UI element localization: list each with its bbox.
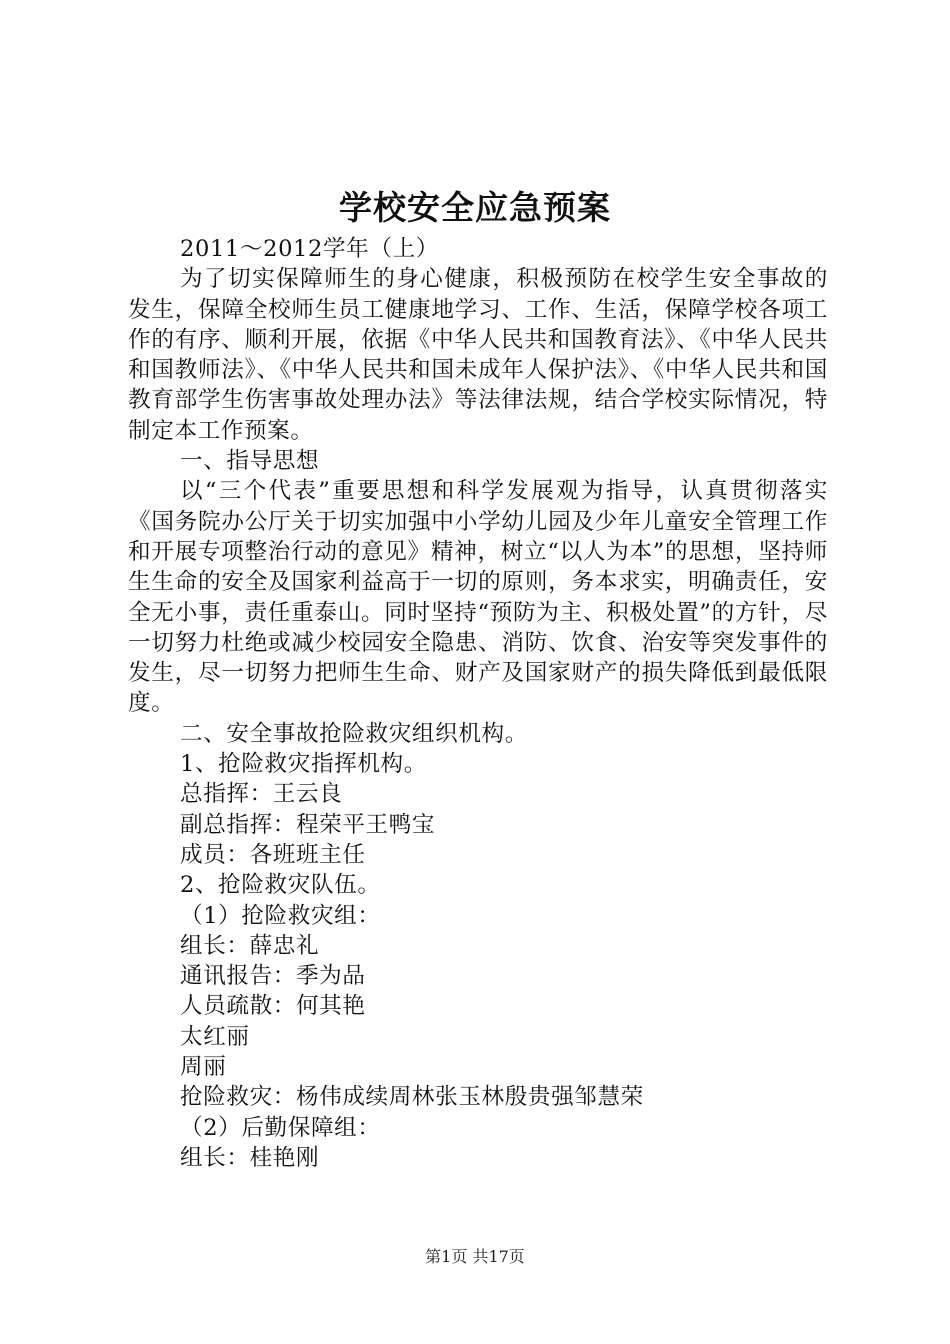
section-heading-guiding-ideology: 一、指导思想 — [180, 448, 320, 475]
intro-paragraph: 为了切实保障师生的身心健康，积极预防在校学生安全事故的发生，保障全校师生员工健康地学习、工作、生活，保障学校各项工作的有序、顺利开展，依据《中华人民共和国教育法》、《中华人民共和国教师法》、《中华人民共和国未成年人保护法》、《中华人民共和国教育部学生伤害事故处理办法》等法律法规，结合学校实际情况，特制定本工作预案。 — [128, 266, 828, 444]
list-item: 人员疏散：何其艳 — [180, 993, 366, 1020]
list-item: 副总指挥：程荣平王鸭宝 — [180, 811, 436, 838]
list-item: 2、抢险救灾队伍。 — [180, 872, 381, 899]
page-footer: 第1页 共17页 — [425, 1247, 525, 1266]
list-item: 组长：桂艳刚 — [180, 1144, 320, 1171]
document-title: 学校安全应急预案 — [339, 188, 611, 227]
list-item: 通讯报告：季为品 — [180, 963, 366, 990]
document-body — [128, 234, 828, 1173]
list-item: （2）后勤保障组： — [180, 1114, 381, 1141]
list-item: （1）抢险救灾组： — [180, 902, 381, 929]
school-year-line: 2011～2012学年（上） — [180, 236, 439, 262]
list-item: 组长：薛忠礼 — [180, 932, 320, 959]
list-item: 1、抢险救灾指挥机构。 — [180, 751, 427, 778]
list-item: 成员：各班班主任 — [180, 841, 366, 868]
list-item: 总指挥：王云良 — [180, 781, 343, 808]
section-heading-organization: 二、安全事故抢险救灾组织机构。 — [180, 720, 528, 747]
list-item: 周丽 — [180, 1054, 227, 1081]
guiding-ideology-paragraph: 以“三个代表”重要思想和科学发展观为指导，认真贯彻落实《国务院办公厅关于切实加强中小学幼儿园及少年儿童安全管理工作和开展专项整治行动的意见》精神，树立“以人为本”的思想，坚持师生生命的安全及国家利益高于一切的原则，务本求实，明确责任，安全无小事，责任重泰山。同时坚持“预防为主、积极处置”的方针，尽一切努力杜绝或减少校园安全隐患、消防、饮食、治安等突发事件的发生，尽一切努力把师生生命、财产及国家财产的损失降低到最低限度。 — [128, 478, 828, 717]
list-item: 抢险救灾：杨伟成续周林张玉林殷贵强邹慧荣 — [180, 1084, 644, 1111]
list-item: 太红丽 — [180, 1023, 250, 1050]
